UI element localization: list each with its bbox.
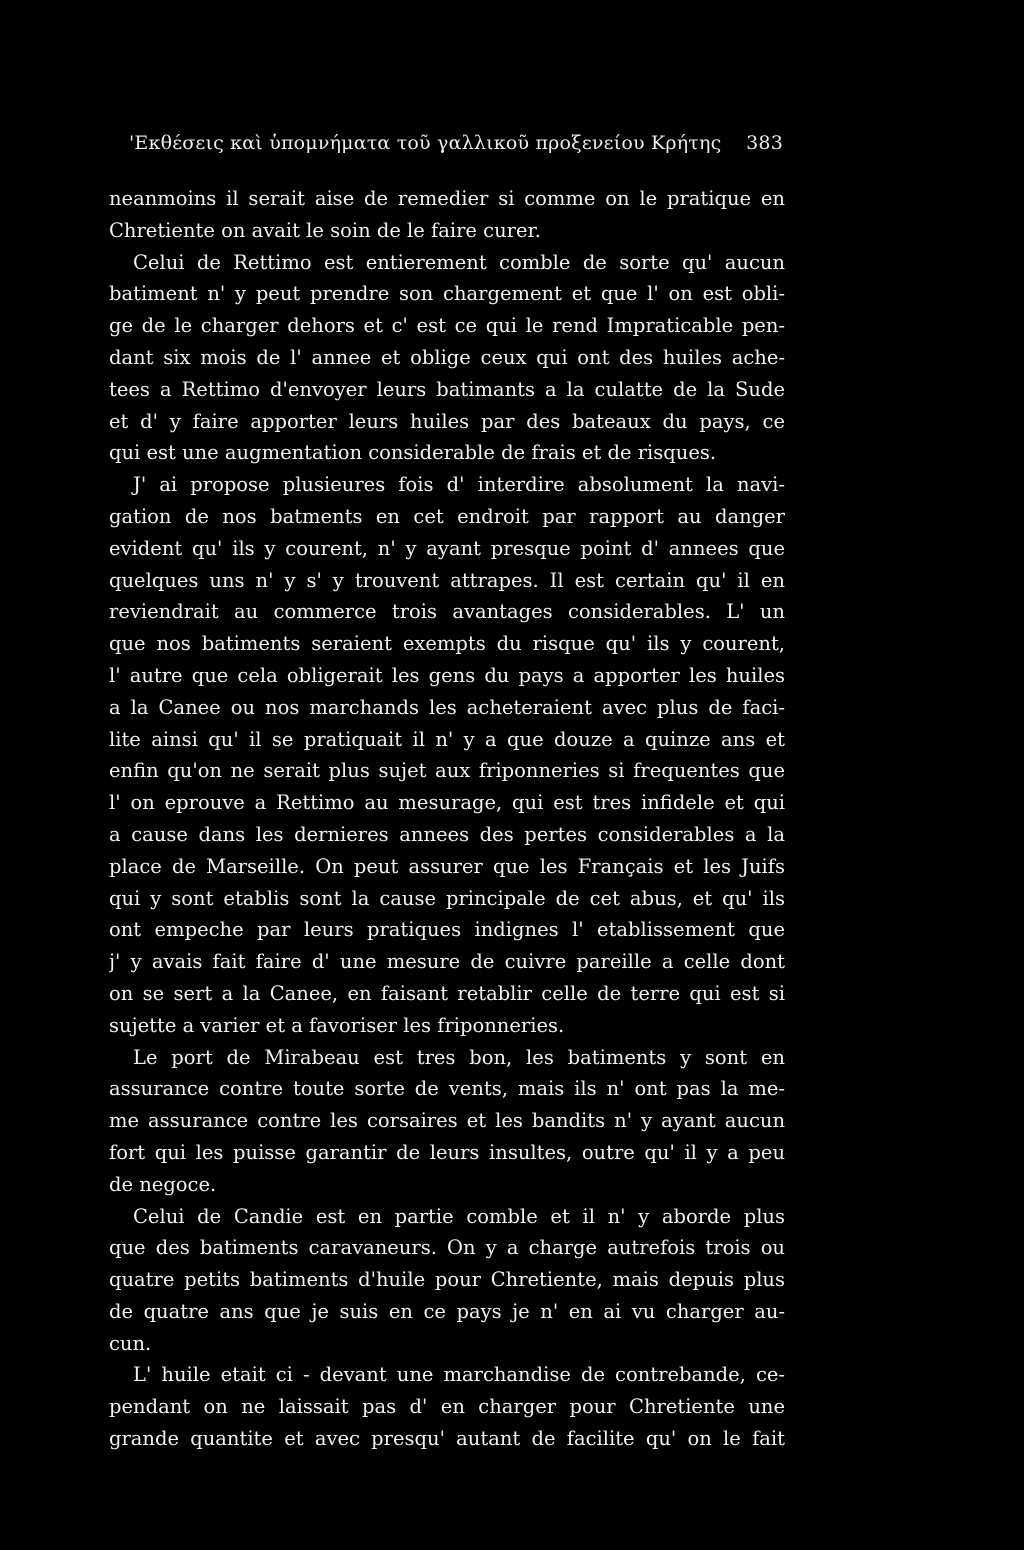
- text-line: cun.: [109, 1331, 152, 1355]
- text-line: assurance contre toute sorte de vents, mais ils n' ont pas la me-: [109, 1077, 785, 1101]
- text-line: lite ainsi qu' il se pratiquait il n' y a que douze a quinze ans et: [109, 727, 785, 751]
- text-line: Le port de Mirabeau est tres bon, les batiments y sont en: [133, 1045, 785, 1069]
- text-line: que nos batiments seraient exempts du risque qu' ils y courent,: [109, 632, 785, 656]
- text-line: quelques uns n' y s' y trouvent attrapes. Il est certain qu' il en: [109, 568, 785, 592]
- text-line: fort qui les puisse garantir de leurs insultes, outre qu' il y a peu: [109, 1140, 785, 1164]
- text-line: batiment n' y peut prendre son chargement et que l' on est obli-: [109, 282, 785, 306]
- body-text: [109, 183, 785, 1455]
- text-line: on se sert a la Canee, en faisant retablir celle de terre qui est si: [109, 981, 785, 1005]
- text-line: L' huile etait ci - devant une marchandise de contrebande, ce-: [133, 1363, 785, 1387]
- text-line: qui est une augmentation considerable de frais et de risques.: [109, 441, 717, 465]
- text-line: grande quantite et avec presqu' autant de facilite qu' on le fait: [109, 1427, 785, 1451]
- text-line: l' on eprouve a Rettimo au mesurage, qui est tres infidele et qui: [109, 791, 785, 815]
- text-line: J' ai propose plusieures fois d' interdire absolument la navi-: [133, 473, 785, 497]
- text-line: tees a Rettimo d'envoyer leurs batimants a la culatte de la Sude: [109, 377, 785, 401]
- text-line: que des batiments caravaneurs. On y a charge autrefois trois ou: [109, 1236, 785, 1260]
- page-number: 383: [746, 132, 783, 154]
- text-line: me assurance contre les corsaires et les bandits n' y ayant aucun: [109, 1109, 785, 1133]
- running-head-title: 'Εκθέσεις καὶ ὑπομνήματα τοῦ γαλλικοῦ προξενείου Κρήτης: [129, 132, 722, 154]
- text-line: reviendrait au commerce trois avantages considerables. L' un: [109, 600, 785, 624]
- text-line: gation de nos batments en cet endroit par rapport au danger: [109, 504, 785, 528]
- text-line: a cause dans les dernieres annees des pertes considerables a la: [109, 822, 785, 846]
- text-line: sujette a varier et a favoriser les friponneries.: [109, 1013, 565, 1037]
- text-line: pendant on ne laissait pas d' en charger pour Chretiente une: [109, 1395, 785, 1419]
- text-line: evident qu' ils y courent, n' y ayant presque point d' annees que: [109, 536, 785, 560]
- text-line: j' y avais fait faire d' une mesure de cuivre pareille a celle dont: [109, 950, 785, 974]
- text-line: Celui de Candie est en partie comble et il n' y aborde plus: [133, 1204, 785, 1228]
- text-line: neanmoins il serait aise de remedier si comme on le pratique en: [109, 187, 785, 210]
- text-line: ge de le charger dehors et c' est ce qui le rend Impraticable pen-: [109, 314, 785, 338]
- text-line: enfin qu'on ne serait plus sujet aux friponneries si frequentes que: [109, 759, 785, 783]
- text-line: place de Marseille. On peut assurer que les Français et les Juifs: [109, 854, 785, 878]
- text-line: ont empeche par leurs pratiques indignes l' etablissement que: [109, 918, 785, 942]
- text-line: de negoce.: [109, 1172, 217, 1196]
- text-line: qui y sont etablis sont la cause principale de cet abus, et qu' ils: [109, 886, 785, 910]
- text-line: de quatre ans que je suis en ce pays je n' en ai vu charger au-: [109, 1299, 785, 1323]
- text-line: a la Canee ou nos marchands les acheteraient avec plus de faci-: [109, 695, 785, 719]
- running-head: [129, 132, 783, 158]
- text-line: et d' y faire apporter leurs huiles par des bateaux du pays, ce: [109, 409, 785, 433]
- text-line: Chretiente on avait le soin de le faire curer.: [109, 218, 541, 242]
- text-line: quatre petits batiments d'huile pour Chretiente, mais depuis plus: [109, 1268, 785, 1292]
- text-line: l' autre que cela obligerait les gens du pays a apporter les huiles: [109, 663, 785, 687]
- text-line: Celui de Rettimo est entierement comble de sorte qu' aucun: [133, 250, 785, 274]
- text-line: dant six mois de l' annee et oblige ceux qui ont des huiles ache-: [109, 345, 785, 369]
